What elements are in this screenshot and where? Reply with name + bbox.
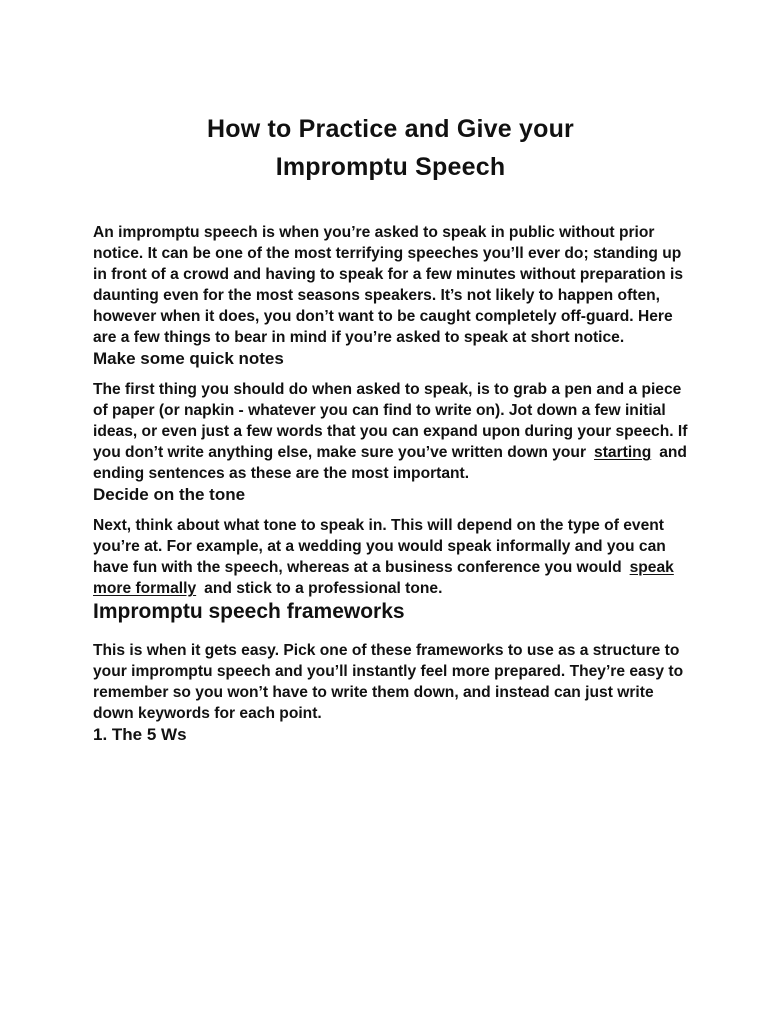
heading-speech-frameworks: Impromptu speech frameworks (93, 600, 405, 623)
quick-notes-text-after: and ending sentences as these are the most important. (93, 444, 687, 482)
tone-paragraph (93, 515, 688, 599)
title-line-1: How to Practice and Give your (206, 115, 574, 143)
speak-more-formally-link[interactable]: speak more formally (93, 559, 674, 597)
tone-text-after: and stick to a professional tone. (204, 580, 443, 597)
heading-decide-tone: Decide on the tone (93, 485, 246, 504)
frameworks-paragraph: This is when it gets easy. Pick one of these frameworks to use as a structure to your impromptu speech and you’ll instantly feel more prepared. They’re easy to remember so you won’t have to write them down, and instead can just write down keywords for each point. (93, 642, 684, 722)
quick-notes-text-before: The first thing you should do when asked to speak, is to grab a pen and a piece of paper (or napkin - whatever you can find to write on). Jot down a few initial ideas, or even just a few words that you can expand upon during your speech. If you don’t write anything else, make sure you’ve written down your (93, 381, 688, 461)
heading-five-ws: 1. The 5 Ws (93, 725, 187, 744)
document-title (93, 0, 688, 186)
title-line-2: Impromptu Speech (275, 153, 506, 181)
heading-quick-notes: Make some quick notes (93, 349, 284, 368)
tone-text-before: Next, think about what tone to speak in. This will depend on the type of event you’re at. For example, at a wedding you would speak informally and you can have fun with the speech, whereas at a business conference you would (93, 517, 666, 576)
starting-link[interactable]: starting (594, 444, 652, 461)
intro-paragraph: An impromptu speech is when you’re asked to speak in public without prior notice. It can be one of the most terrifying speeches you’ll ever do; standing up in front of a crowd and having to speak for a few minutes without preparation is daunting even for the most seasons speakers. It’s not likely to happen often, however when it does, you don’t want to be caught completely off-guard. Here are a few things to bear in mind if you’re asked to speak at short notice. (93, 224, 684, 346)
quick-notes-paragraph (93, 379, 688, 484)
